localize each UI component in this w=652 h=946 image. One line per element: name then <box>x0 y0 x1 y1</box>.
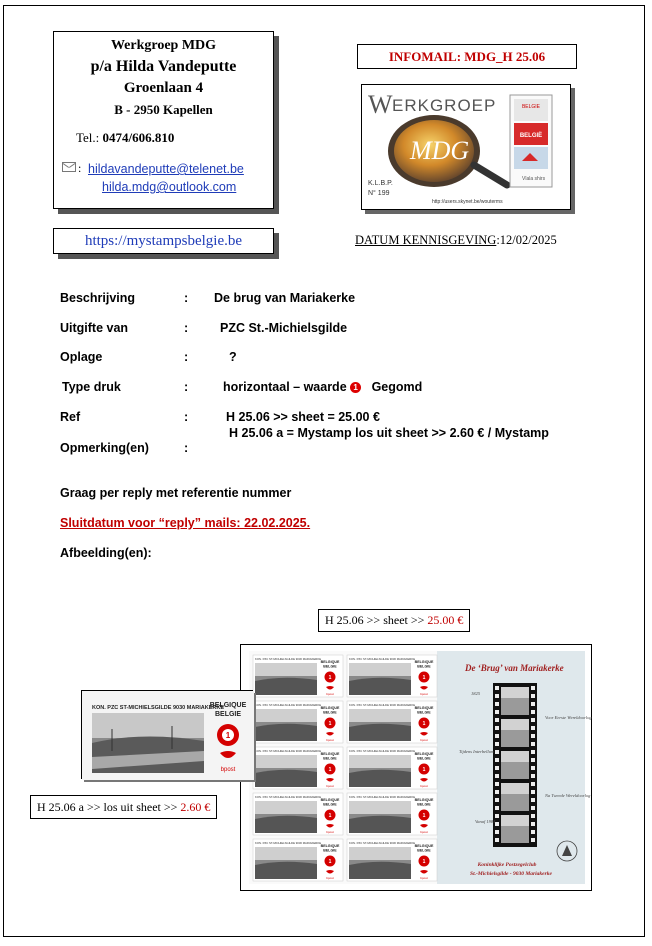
sheet-stamp-bank <box>255 678 317 695</box>
single-country-1: BELGIQUE <box>209 702 247 709</box>
film-hole <box>531 790 535 794</box>
film-hole <box>495 734 499 738</box>
sheet-stamp-bank <box>255 816 317 833</box>
film-hole <box>495 758 499 762</box>
logo-letters: MDG <box>410 136 470 165</box>
sheet-stamp-country-1: BELGIQUE <box>414 660 434 664</box>
film-hole <box>495 718 499 722</box>
film-hole <box>531 798 535 802</box>
film-hole <box>495 830 499 834</box>
film-frame-sky <box>501 815 529 826</box>
sheet-stamp-sky <box>349 801 411 814</box>
sheet-stamp-country-1: BELGIQUE <box>320 706 340 710</box>
website-box <box>53 228 274 254</box>
sheet-post: bpost <box>420 692 428 696</box>
club-seal-figure <box>562 845 572 856</box>
reply-deadline: Sluitdatum voor “reply” mails: 22.02.2025. <box>60 516 311 530</box>
film-hole <box>531 710 535 714</box>
print-type-text: horizontaal – waarde <box>223 380 347 394</box>
film-hole <box>531 838 535 842</box>
field-colon: : <box>184 321 189 335</box>
caption-price: 25.00 € <box>427 613 464 627</box>
sheet-value-mark: 1 <box>328 767 332 773</box>
field-label: Oplage <box>60 350 103 364</box>
film-hole <box>531 694 535 698</box>
sheet-stamp-country-2: BELGIE <box>323 664 337 669</box>
sheet-stamp-header: KON. PZC ST-MICHIELSGILDE 9030 MARIAKERKE <box>349 657 416 661</box>
address-contact: p/a Hilda Vandeputte <box>90 58 237 75</box>
sheet-stamp-bank <box>255 770 317 787</box>
sheet-stamp-country-2: BELGIE <box>417 802 431 807</box>
film-hole <box>531 726 535 730</box>
film-hole <box>531 782 535 786</box>
sheet-stamp-sky <box>255 755 317 768</box>
sheet-value-mark: 1 <box>422 721 426 727</box>
sheet-stamp-country-1: BELGIQUE <box>414 752 434 756</box>
film-hole <box>531 806 535 810</box>
sheet-post: bpost <box>420 784 428 788</box>
film-hole <box>531 822 535 826</box>
images-heading: Afbeelding(en): <box>60 546 152 560</box>
film-hole <box>495 814 499 818</box>
sheet-stamp-bank <box>255 862 317 879</box>
website-link[interactable]: https://mystampsbelgie.be <box>84 233 243 249</box>
film-frame-sky <box>501 751 529 762</box>
sheet-stamp-country-1: BELGIQUE <box>414 844 434 848</box>
address-box <box>53 31 274 209</box>
reply-instruction: Graag per reply met referentie nummer <box>60 486 292 500</box>
sheet-post: bpost <box>326 692 334 696</box>
film-hole <box>495 790 499 794</box>
single-value-mark: 1 <box>225 731 231 740</box>
sheet-stamp-sky <box>349 755 411 768</box>
field-value: PZC St.-Michielsgilde <box>220 321 348 335</box>
film-frame-sky <box>501 719 529 730</box>
value-one-icon: 1 <box>350 382 361 393</box>
sheet-title: De ‘Brug’ van Mariakerke <box>465 663 564 673</box>
sheet-stamp-header: KON. PZC ST-MICHIELSGILDE 9030 MARIAKERKE <box>255 841 322 845</box>
caption-text: H 25.06 a >> los uit sheet >> <box>37 800 181 814</box>
notification-date <box>355 233 557 248</box>
film-hole <box>495 686 499 690</box>
field-label: Ref <box>60 410 81 424</box>
film-hole <box>495 750 499 754</box>
infomail-title: INFOMAIL: MDG_H 25.06 <box>357 44 577 69</box>
caption-text: H 25.06 >> sheet >> <box>325 613 428 627</box>
sheet-stamp-country-2: BELGIE <box>417 664 431 669</box>
stamp-caption: Vlala shirs <box>522 176 546 182</box>
film-hole <box>495 806 499 810</box>
sheet-value-mark: 1 <box>422 767 426 773</box>
field-colon: : <box>184 410 189 424</box>
field-colon: : <box>184 291 189 305</box>
club-address: St.-Michielsgilde - 9030 Mariakerke <box>470 871 552 877</box>
address-phone <box>76 130 174 146</box>
single-country-2: BELGIE <box>214 711 242 718</box>
film-hole <box>531 774 535 778</box>
sheet-post: bpost <box>326 784 334 788</box>
sheet-value-mark: 1 <box>328 859 332 865</box>
magnifier-handle <box>474 165 507 185</box>
sheet-stamp-country-1: BELGIQUE <box>320 844 340 848</box>
film-hole <box>531 718 535 722</box>
sheet-post: bpost <box>420 738 428 742</box>
logo-graphic <box>362 85 572 211</box>
sheet-stamp-sky <box>349 847 411 860</box>
film-hole <box>495 742 499 746</box>
stamp-country-big: BELGIË <box>519 133 543 139</box>
sheet-stamp-sky <box>255 709 317 722</box>
sheet-value-mark: 1 <box>422 859 426 865</box>
sheet-post: bpost <box>326 876 334 880</box>
stamp-country-small: BELGIE <box>521 104 541 110</box>
date-label: DATUM KENNISGEVING <box>355 233 497 247</box>
stamp-top <box>514 99 548 121</box>
sheet-post: bpost <box>420 830 428 834</box>
sheet-stamp-country-2: BELGIE <box>417 710 431 715</box>
field-label: Beschrijving <box>60 291 136 305</box>
envelope-icon <box>62 162 76 172</box>
film-caption: Na Tweede Wereldoorlog <box>545 793 591 798</box>
film-caption: Tijdens Interbellum <box>459 749 495 754</box>
sheet-stamp-sky <box>255 663 317 676</box>
film-hole <box>495 822 499 826</box>
sheet-caption <box>318 609 470 632</box>
film-hole <box>531 734 535 738</box>
field-colon: : <box>184 380 189 394</box>
sheet-graphic <box>249 651 592 884</box>
film-hole <box>495 694 499 698</box>
film-hole <box>531 830 535 834</box>
logo-word-initial: W <box>368 90 393 119</box>
sheet-stamp-country-2: BELGIE <box>417 756 431 761</box>
phone-value: 0474/606.810 <box>102 130 175 145</box>
film-hole <box>495 838 499 842</box>
film-hole <box>531 686 535 690</box>
film-hole <box>495 798 499 802</box>
sheet-stamp-country-2: BELGIE <box>323 710 337 715</box>
ref-sheet: H 25.06 >> sheet = 25.00 € <box>226 410 380 424</box>
sheet-stamp-header: KON. PZC ST-MICHIELSGILDE 9030 MARIAKERKE <box>349 749 416 753</box>
field-label: Opmerking(en) <box>60 441 149 455</box>
sheet-value-mark: 1 <box>328 813 332 819</box>
date-value: 12/02/2025 <box>499 233 557 247</box>
sheet-stamp-sky <box>349 709 411 722</box>
single-stamp-graphic <box>82 691 254 780</box>
address-org: Werkgroep MDG <box>110 38 217 53</box>
single-post: bpost <box>220 767 236 773</box>
film-hole <box>495 702 499 706</box>
film-hole <box>531 750 535 754</box>
gum-type: Gegomd <box>371 380 423 394</box>
sheet-stamp-country-2: BELGIE <box>323 848 337 853</box>
sheet-stamp-country-2: BELGIE <box>323 802 337 807</box>
field-label: Uitgifte van <box>60 321 129 335</box>
sheet-stamp-country-2: BELGIE <box>323 756 337 761</box>
film-hole <box>495 774 499 778</box>
single-stamp-image <box>81 690 253 779</box>
single-header: KON. PZC ST-MICHIELSGILDE 9030 MARIAKERKE <box>92 705 225 711</box>
sheet-value-mark: 1 <box>328 675 332 681</box>
ref-single: H 25.06 a = Mystamp los uit sheet >> 2.60 € / Mystamp <box>229 426 549 440</box>
logo-number: N° 199 <box>368 190 390 197</box>
film-caption: Vanaf 1984 <box>475 819 496 824</box>
logo-klbp: K.L.B.P. <box>368 180 393 187</box>
film-hole <box>495 782 499 786</box>
sheet-stamp-sky <box>349 663 411 676</box>
email-link-2[interactable]: hilda.mdg@outlook.com <box>102 180 237 194</box>
picture-sky <box>92 713 204 738</box>
film-hole <box>531 702 535 706</box>
sheet-stamp-header: KON. PZC ST-MICHIELSGILDE 9030 MARIAKERKE <box>255 749 322 753</box>
single-caption <box>30 795 217 819</box>
sheet-stamp-bank <box>349 816 411 833</box>
film-hole <box>531 742 535 746</box>
sheet-stamp-bank <box>349 678 411 695</box>
sheet-value-mark: 1 <box>422 813 426 819</box>
sheet-stamp-country-1: BELGIQUE <box>414 798 434 802</box>
phone-label: Tel.: <box>76 130 103 145</box>
address-street: Groenlaan 4 <box>123 80 204 96</box>
sheet-stamp-country-1: BELGIQUE <box>320 752 340 756</box>
mail-separator: : <box>78 161 82 175</box>
club-name: Koninklijke Postzegelclub <box>477 862 537 868</box>
film-hole <box>531 758 535 762</box>
sheet-stamp-bank <box>349 724 411 741</box>
logo-word: ERKGROEP <box>392 96 497 115</box>
sheet-value-mark: 1 <box>422 675 426 681</box>
sheet-stamp-country-1: BELGIQUE <box>414 706 434 710</box>
sheet-stamp-bank <box>349 862 411 879</box>
sheet-stamp-header: KON. PZC ST-MICHIELSGILDE 9030 MARIAKERKE <box>349 841 416 845</box>
field-colon: : <box>184 441 189 455</box>
film-hole <box>495 710 499 714</box>
sheet-stamp-header: KON. PZC ST-MICHIELSGILDE 9030 MARIAKERKE <box>255 703 322 707</box>
date-separator: : <box>496 233 500 247</box>
email-link-1[interactable]: hildavandeputte@telenet.be <box>88 162 244 176</box>
sheet-stamp-bank <box>349 770 411 787</box>
field-label: Type druk <box>62 380 121 394</box>
sheet-post: bpost <box>326 830 334 834</box>
film-hole <box>531 814 535 818</box>
film-hole <box>495 766 499 770</box>
film-hole <box>531 766 535 770</box>
werkgroep-logo <box>361 84 571 210</box>
sheet-image <box>240 644 592 891</box>
sheet-stamp-header: KON. PZC ST-MICHIELSGILDE 9030 MARIAKERKE <box>349 795 416 799</box>
field-value <box>223 380 422 394</box>
sheet-post: bpost <box>420 876 428 880</box>
sheet-stamp-header: KON. PZC ST-MICHIELSGILDE 9030 MARIAKERKE <box>255 657 322 661</box>
film-caption: 1825 <box>471 691 480 696</box>
film-caption: Voor Eerste Wereldoorlog <box>545 715 592 720</box>
sheet-post: bpost <box>326 738 334 742</box>
sheet-stamp-country-2: BELGIE <box>417 848 431 853</box>
film-frame-sky <box>501 783 529 794</box>
sheet-stamp-sky <box>255 801 317 814</box>
film-frame-sky <box>501 687 529 698</box>
sheet-background <box>249 651 592 884</box>
sheet-stamp-country-1: BELGIQUE <box>320 660 340 664</box>
address-city: B - 2950 Kapellen <box>114 102 213 117</box>
field-value: ? <box>229 350 237 364</box>
sheet-stamp-sky <box>255 847 317 860</box>
logo-url: http://users.skynet.be/wouterms <box>432 199 503 205</box>
sheet-stamp-country-1: BELGIQUE <box>320 798 340 802</box>
film-hole <box>495 726 499 730</box>
field-colon: : <box>184 350 189 364</box>
sheet-stamp-header: KON. PZC ST-MICHIELSGILDE 9030 MARIAKERKE <box>349 703 416 707</box>
field-value: De brug van Mariakerke <box>214 291 356 305</box>
sheet-stamp-header: KON. PZC ST-MICHIELSGILDE 9030 MARIAKERKE <box>255 795 322 799</box>
sheet-stamp-bank <box>255 724 317 741</box>
caption-price: 2.60 € <box>180 800 211 814</box>
sheet-value-mark: 1 <box>328 721 332 727</box>
